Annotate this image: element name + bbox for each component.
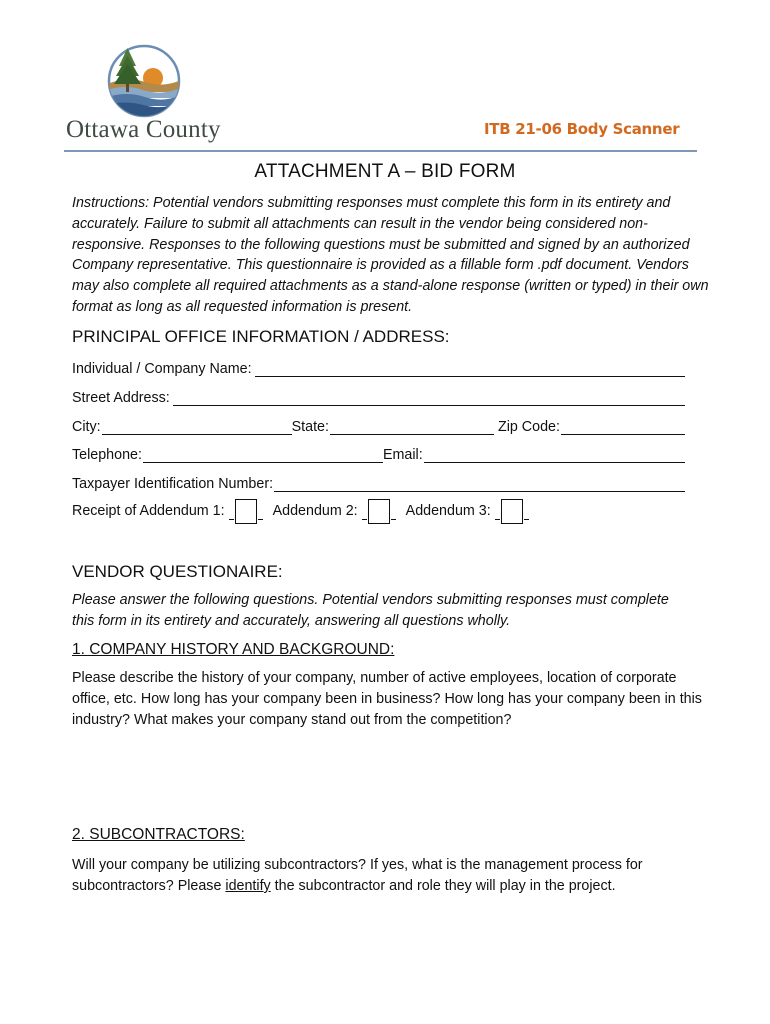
email-field[interactable] [424,446,685,463]
state-label: State: [291,419,329,435]
county-seal-icon [107,44,181,118]
page-title: ATTACHMENT A – BID FORM [254,161,516,182]
principal-heading: PRINCIPAL OFFICE INFORMATION / ADDRESS: [72,327,450,346]
street-row [72,386,685,406]
addendum1-label: Receipt of Addendum 1: [72,503,225,519]
company-name-row [72,357,685,377]
company-name-label: Individual / Company Name: [72,361,252,377]
header-divider [64,150,697,152]
addendum2-checkbox[interactable] [368,499,390,524]
zip-field[interactable] [561,418,685,435]
street-label: Street Address: [72,390,170,406]
addendum-row [72,498,529,524]
city-state-zip-row [72,415,685,435]
q2-text [72,855,712,897]
q2-text-link: identify [225,878,271,894]
q2-heading: 2. SUBCONTRACTORS: [72,826,245,843]
q2-text-a: Will your company be utilizing subcontractors? If yes, what is the management process for subcontractors? Please [72,857,643,894]
city-label: City: [72,419,101,435]
addendum3-label: Addendum 3: [405,503,491,519]
company-name-field[interactable] [255,360,685,377]
email-label: Email: [382,447,423,463]
city-field[interactable] [102,418,292,435]
ottawa-county-logo [60,40,235,150]
telephone-email-row [72,443,685,463]
addendum1-checkbox[interactable] [235,499,257,524]
taxpayer-field[interactable] [274,475,685,492]
q1-text: Please describe the history of your company, number of active employees, location of corporate office, etc. How long has your company been in business? How long has your company been in this industry? What makes your company stand out from the competition? [72,670,702,728]
logo-text: Ottawa County [66,116,221,143]
itb-label: ITB 21-06 Body Scanner [484,120,680,138]
state-field[interactable] [330,418,494,435]
zip-label: Zip Code: [497,419,560,435]
addendum2-label: Addendum 2: [272,503,358,519]
telephone-label: Telephone: [72,447,142,463]
vendor-intro: Please answer the following questions. Potential vendors submitting responses must complete this form in its entirety and accurately, answering all questions wholly. [72,592,669,629]
telephone-field[interactable] [143,446,383,463]
taxpayer-row [72,472,685,492]
addendum3-checkbox[interactable] [501,499,523,524]
taxpayer-label: Taxpayer Identification Number: [72,476,274,492]
street-field[interactable] [173,389,685,406]
q2-text-b: the subcontractor and role they will play in the project. [270,878,616,894]
q1-heading: 1. COMPANY HISTORY AND BACKGROUND: [72,641,395,658]
vendor-heading: VENDOR QUESTIONAIRE: [72,562,283,581]
instructions-text: Instructions: Potential vendors submitting responses must complete this form in its entirety and accurately. Failure to submit all attachments can result in the vendor being considered non-responsive. Responses to the following questions must be submitted and signed by an authorized Company representative. This questionnaire is provided as a fillable form .pdf document. Vendors may also complete all required attachments as a stand-alone response (written or typed) in their own format as long as all requested information is present. [72,195,709,315]
